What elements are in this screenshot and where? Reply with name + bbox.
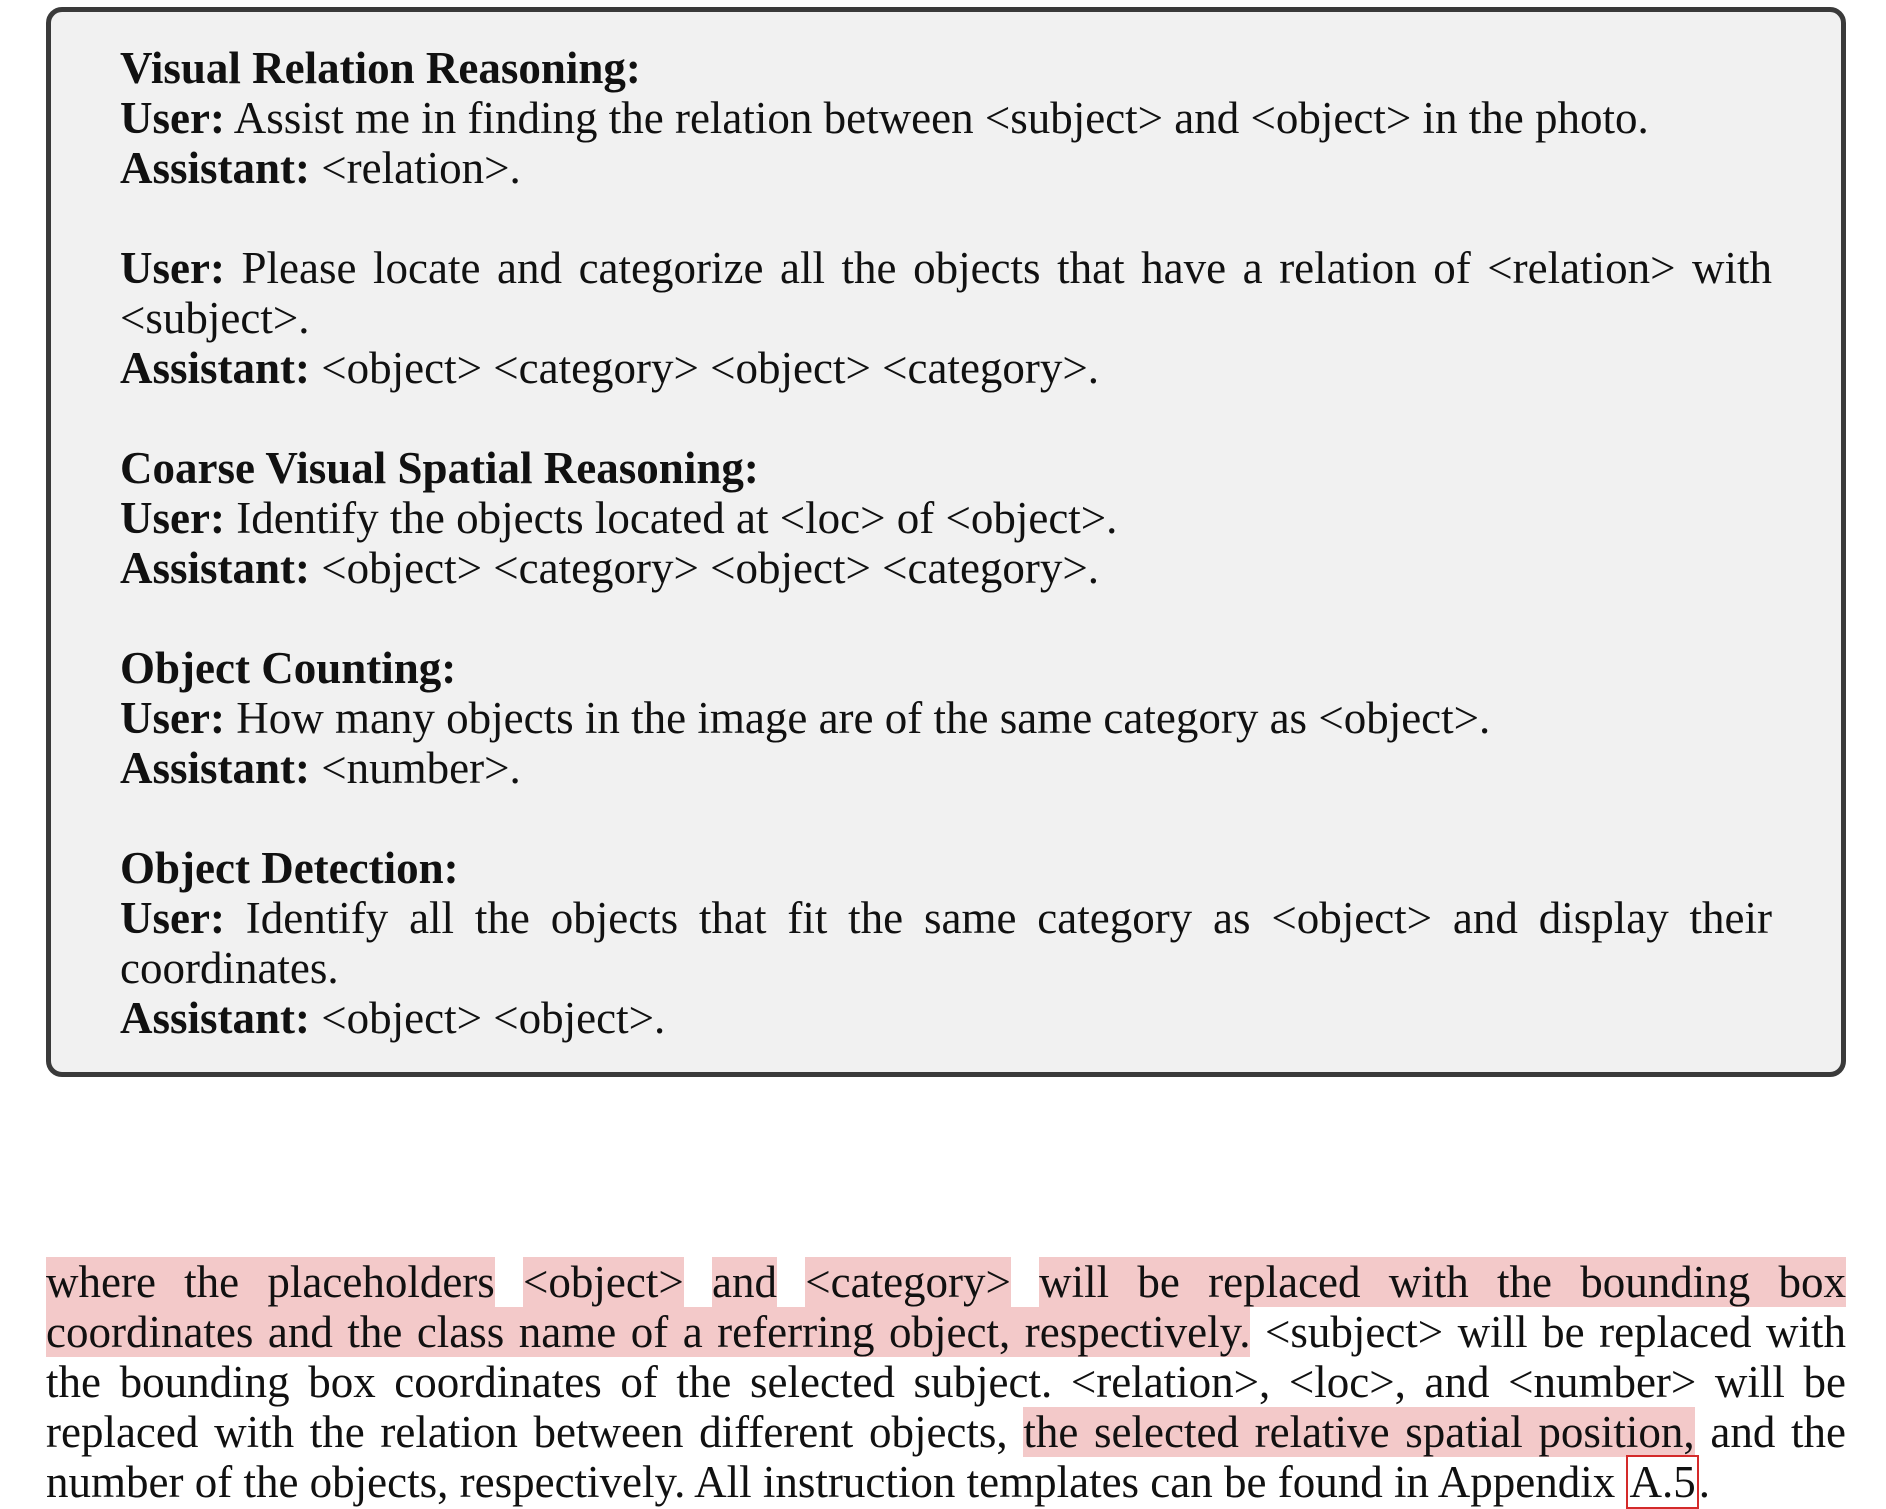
user-label: User: [120,493,225,543]
assistant-turn [120,993,1772,1043]
user-turn [120,693,1772,743]
appendix-reference-link[interactable]: A.5 [1626,1455,1698,1509]
assistant-label: Assistant: [120,143,311,193]
user-text: Please locate and categorize all the objects that have a relation of <relation> with <subject>. [120,243,1773,343]
user-label: User: [120,243,225,293]
user-text: Assist me in finding the relation between <subject> and <object> in the photo. [233,93,1649,143]
highlight-text: <object> [523,1257,684,1307]
user-text: Identify all the objects that fit the same category as <object> and display their coordinates. [120,893,1772,993]
assistant-turn [120,743,1772,793]
caption-text: <subject> will be replaced with the bounding box coordinates of the selected subject. <relation>, <loc>, and <number> will be replaced with the relation between different objects, [46,1307,1846,1457]
assistant-label: Assistant: [120,993,311,1043]
assistant-turn [120,343,1772,393]
user-turn [120,93,1772,143]
caption-text: and the number of the objects, respectively. All instruction templates can be found in Appendix [46,1407,1846,1507]
assistant-label: Assistant: [120,743,311,793]
assistant-turn [120,543,1772,593]
highlight-text: will be replaced with the bounding box coordinates and the class name of a referring object, respectively. [46,1257,1846,1357]
caption-period: . [1698,1457,1710,1507]
user-turn [120,893,1772,993]
template-section-spatial-reasoning [120,443,1772,593]
section-heading: Visual Relation Reasoning: [120,43,641,93]
assistant-text: <object> <object>. [321,993,666,1043]
highlight-text: where the placeholders [46,1257,495,1307]
instruction-template-box [46,7,1846,1077]
highlight-text: and [712,1257,777,1307]
user-label: User: [120,893,225,943]
highlight-text: the selected relative spatial position, [1023,1407,1695,1457]
user-turn [120,493,1772,543]
highlight-text: <category> [805,1257,1011,1307]
user-turn [120,243,1772,343]
section-heading: Object Counting: [120,643,457,693]
section-heading: Coarse Visual Spatial Reasoning: [120,443,759,493]
template-section-object-counting [120,643,1772,793]
assistant-text: <number>. [321,743,521,793]
user-text: How many objects in the image are of the same category as <object>. [236,693,1491,743]
assistant-label: Assistant: [120,543,311,593]
assistant-text: <relation>. [321,143,521,193]
template-section-object-detection [120,843,1772,1043]
template-section-visual-relation-2 [120,243,1772,393]
assistant-text: <object> <category> <object> <category>. [321,543,1100,593]
assistant-turn [120,143,1772,193]
user-text: Identify the objects located at <loc> of <object>. [236,493,1118,543]
caption-paragraph [46,1257,1846,1507]
assistant-label: Assistant: [120,343,311,393]
template-section-visual-relation [120,43,1772,193]
user-label: User: [120,693,225,743]
section-heading: Object Detection: [120,843,459,893]
user-label: User: [120,93,225,143]
assistant-text: <object> <category> <object> <category>. [321,343,1100,393]
